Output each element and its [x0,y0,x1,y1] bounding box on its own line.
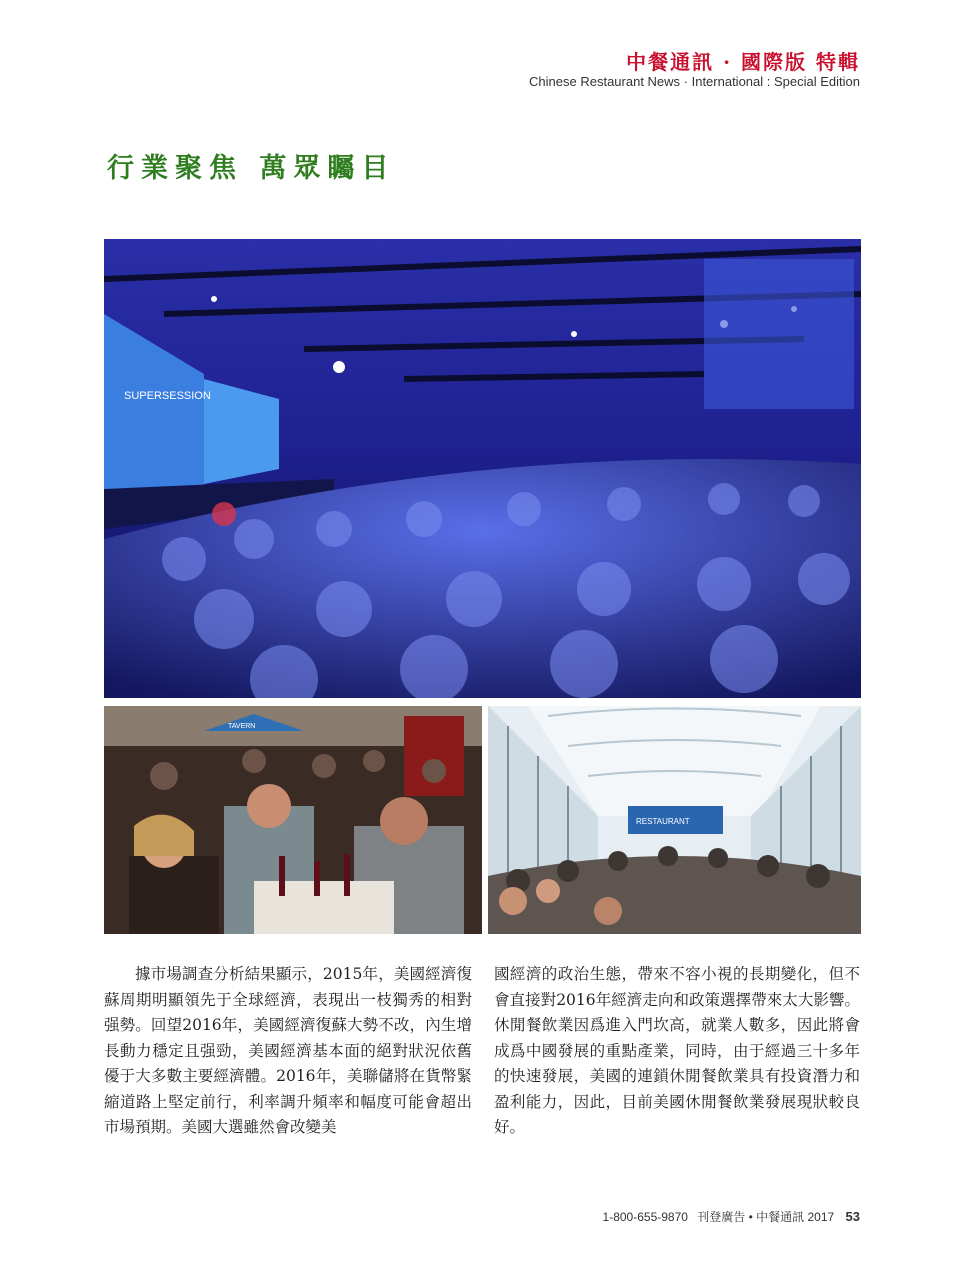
article-column-left: 據市場調查分析結果顯示，2015年，美國經濟復蘇周期明顯領先于全球經濟，表現出一枝獨秀的相對强勢。回望2016年，美國經濟復蘇大勢不改，內生增長動力穩定且强勁，美國經濟基本面的絕對狀況依舊優于大多數主要經濟體。2016年，美聯儲將在貨幣緊縮道路上堅定前行，利率調升頻率和幅度可能會超出市場預期。美國大選雖然會改變美 [104,965,472,1136]
article-column-right: 國經濟的政治生態，帶來不容小視的長期變化，但不會直接對2016年經濟走向和政策選擇帶來太大影響。休閒餐飲業因爲進入門坎高，就業人數多，因此將會成爲中國發展的重點產業，同時，由于經過三十多年的快速發展，美國的連鎖休閒餐飲業具有投資潛力和盈利能力，因此，目前美國休閒餐飲業發展現狀較良好。 [494,965,860,1136]
footer-phone: 1-800-655-9870 [602,1210,688,1224]
publication-title-en: Chinese Restaurant News · International : Special Edition [529,74,860,89]
footer-ad-text: 刊登廣告 • 中餐通訊 2017 [697,1210,835,1224]
page-number: 53 [845,1209,860,1224]
conference-hall-photo [104,239,861,698]
wine-tasting-photo [104,706,482,934]
exhibition-hallway-photo [488,706,861,934]
screen-text: SUPERSESSION [124,390,211,402]
publication-title-cn: 中餐通訊 · 國際版 特輯 [626,50,860,74]
banner-text: RESTAURANT [636,817,690,826]
page-footer [603,1208,860,1225]
tent-text: TAVERN [228,723,256,730]
section-title: 行業聚焦 萬眾矚目 [107,153,396,184]
